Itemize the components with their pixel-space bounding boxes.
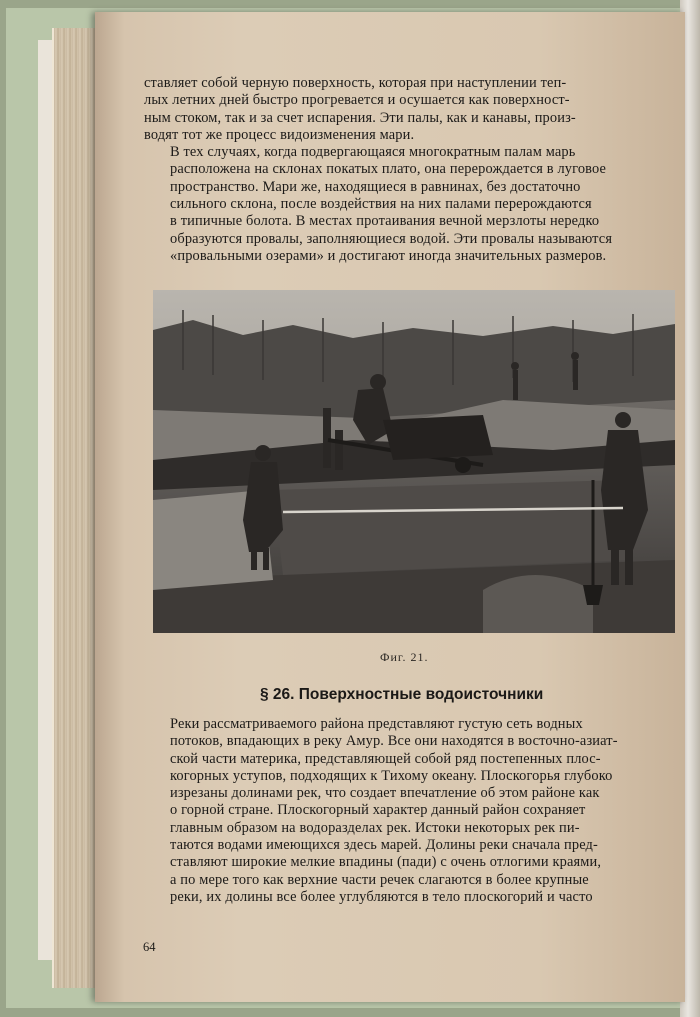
top-paragraphs bbox=[144, 75, 678, 265]
text-line: когорных уступов, подходящих к Тихому океану. Плоскогорья глубоко bbox=[170, 767, 613, 784]
paragraph bbox=[144, 144, 678, 265]
text-line: водят тот же процесс видоизменения мари. bbox=[144, 126, 415, 143]
bottom-paragraphs bbox=[144, 716, 678, 906]
text-line: лых летних дней быстро прогревается и осушается как поверхност- bbox=[144, 92, 570, 109]
section-heading: § 26. Поверхностные водоисточники bbox=[260, 686, 544, 703]
text-line: в типичные болота. В местах протаивания вечной мерзлоты нередко bbox=[170, 213, 600, 230]
text-line: Реки рассматриваемого района представляют густую сеть водных bbox=[170, 716, 583, 732]
text-line: пространство. Мари же, находящиеся в равнинах, без достаточно bbox=[170, 178, 581, 195]
text-line: ской части материка, представляющей собой ряд постепенных плос- bbox=[170, 750, 601, 767]
text-line: ставляют широкие мелкие впадины (пади) с очень отлогими краями, bbox=[170, 854, 602, 871]
text-line: В тех случаях, когда подвергающаяся многократным палам марь bbox=[170, 144, 576, 161]
text-line: потоков, впадающих в реку Амур. Все они находятся в восточно-азиат- bbox=[170, 733, 618, 750]
text-line: реки, их долины все более углубляются в тело плоскогорий и часто bbox=[170, 888, 593, 905]
text-line: «провальными озерами» и достигают иногда значительных размеров. bbox=[170, 247, 607, 264]
text-line: расположена на склонах покатых плато, она перерождается в луговое bbox=[170, 161, 607, 178]
text-line: образуются провалы, заполняющиеся водой. Эти провалы называются bbox=[170, 230, 613, 247]
text-line: таются водами имеющихся здесь марей. Долины реки сначала пред- bbox=[170, 837, 598, 854]
text-line: а по мере того как верхние части речек слагаются в более крупные bbox=[170, 871, 589, 888]
trench-digging-photo bbox=[153, 290, 675, 633]
text-line: о горной стране. Плоскогорный характер данный район сохраняет bbox=[170, 802, 586, 819]
paragraph bbox=[144, 716, 678, 906]
text-line: сильного склона, после воздействия на них палами перерождаются bbox=[170, 196, 592, 213]
text-line: изрезаны долинами рек, что создает впечатление об этом районе как bbox=[170, 785, 600, 802]
figure-21-photo bbox=[153, 290, 675, 633]
paragraph bbox=[144, 75, 678, 144]
figure-caption: Фиг. 21. bbox=[380, 650, 429, 664]
page-number: 64 bbox=[143, 940, 156, 954]
text-line: ставляет собой черную поверхность, которая при наступлении теп- bbox=[144, 75, 567, 91]
text-line: главным образом на водоразделах рек. Истоки некоторых рек пи- bbox=[170, 819, 580, 836]
text-line: ным стоком, так и за счет испарения. Эти палы, как и канавы, произ- bbox=[144, 109, 576, 126]
